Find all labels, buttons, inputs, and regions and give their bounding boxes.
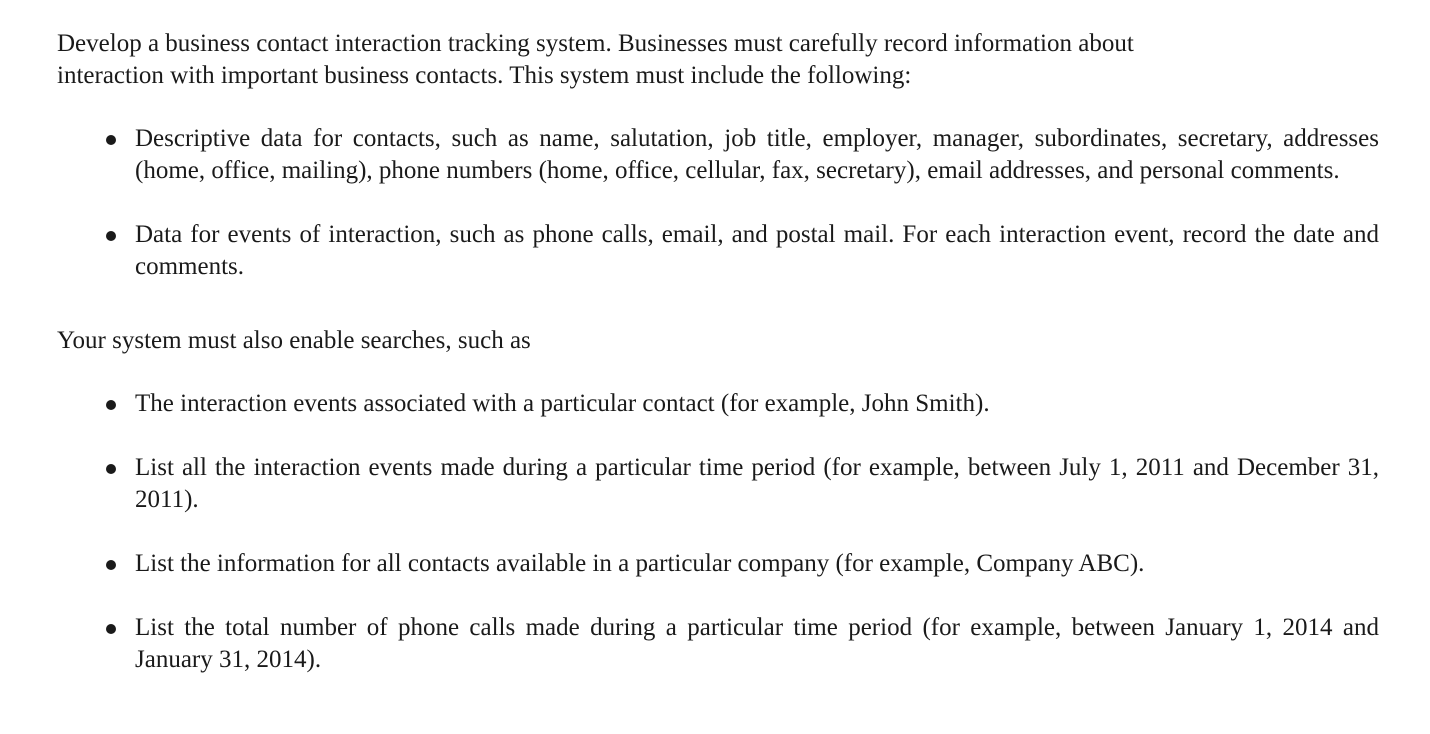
- intro-line-1: Develop a business contact interaction tracking system. Businesses must carefully record information about: [57, 30, 1134, 57]
- list-item: [57, 219, 1379, 283]
- list-item: [57, 123, 1379, 187]
- document-body: [57, 28, 1379, 676]
- list-item-text: List the total number of phone calls made during a particular time period (for example, between January 1, 2014 and January 31, 2014).: [135, 614, 1379, 673]
- list-item-text: Descriptive data for contacts, such as name, salutation, job title, employer, manager, subordinates, secretary, addresses (home, office, mailing), phone numbers (home, office, cellular, fax, secretary), email addresses, and personal comments.: [135, 125, 1379, 184]
- bullet-icon: [106, 400, 116, 410]
- list-item: [57, 452, 1379, 516]
- requirements-list: [57, 123, 1379, 283]
- list-item: [57, 612, 1379, 676]
- bullet-icon: [106, 135, 116, 145]
- bullet-icon: [106, 560, 116, 570]
- list-item-text: List the information for all contacts available in a particular company (for example, Company ABC).: [135, 550, 1145, 577]
- search-intro: Your system must also enable searches, such as: [57, 327, 531, 354]
- list-item-text: List all the interaction events made during a particular time period (for example, between July 1, 2011 and December 31, 2011).: [135, 454, 1379, 513]
- intro-line-2: interaction with important business contacts. This system must include the following:: [57, 62, 912, 89]
- list-item: [57, 548, 1379, 580]
- bullet-icon: [106, 231, 116, 241]
- intro-paragraph: [57, 28, 1379, 92]
- bullet-icon: [106, 624, 116, 634]
- searches-list: [57, 388, 1379, 676]
- list-item-text: The interaction events associated with a particular contact (for example, John Smith).: [135, 390, 990, 417]
- list-item: [57, 388, 1379, 420]
- list-item-text: Data for events of interaction, such as phone calls, email, and postal mail. For each interaction event, record the date and comments.: [135, 221, 1379, 280]
- bullet-icon: [106, 464, 116, 474]
